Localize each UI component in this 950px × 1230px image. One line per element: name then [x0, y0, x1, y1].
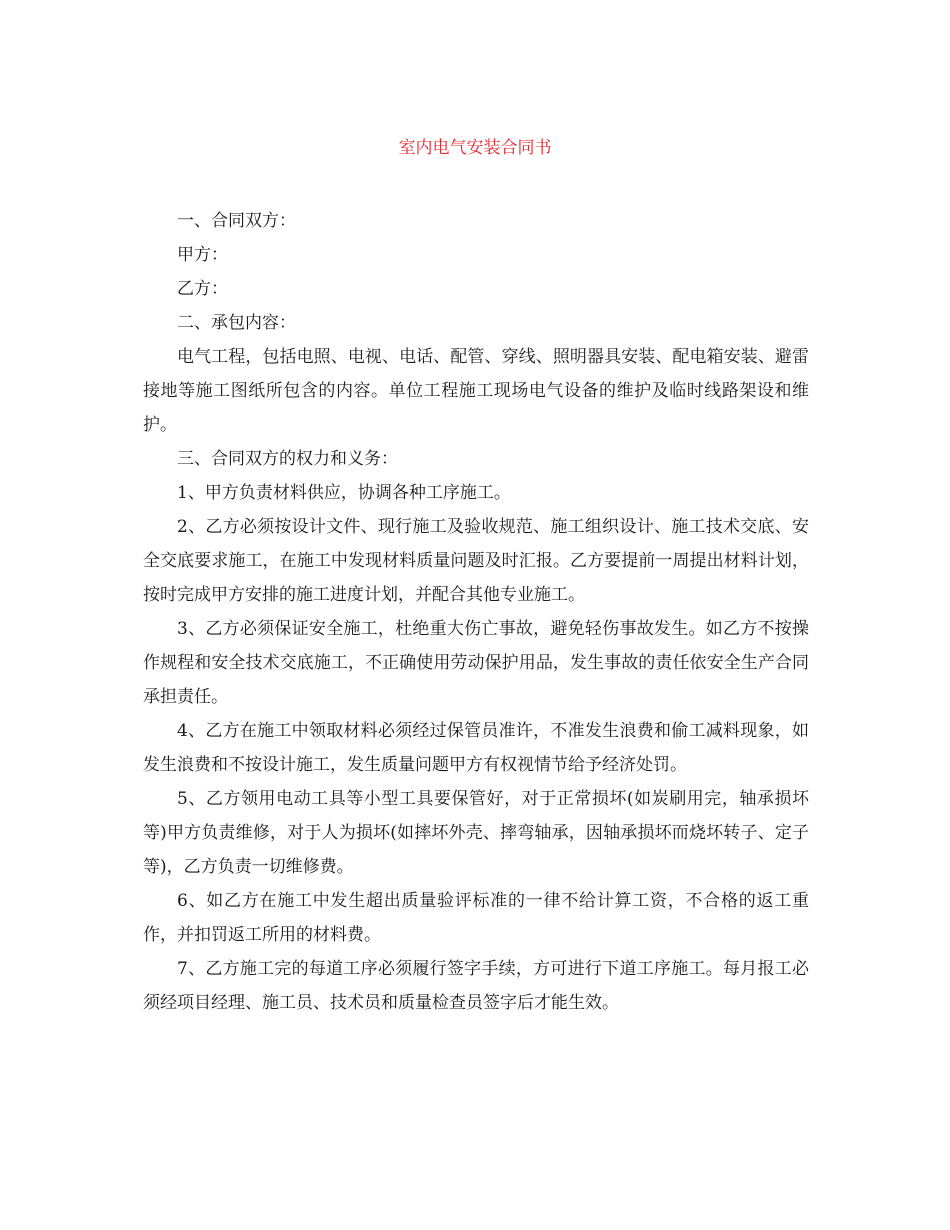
document-title: 室内电气安装合同书: [398, 138, 552, 158]
clause-2: 2、乙方必须按设计文件、现行施工及验收规范、施工组织设计、施工技术交底、安全交底要求施工，在施工中发现材料质量问题及时汇报。乙方要提前一周提出材料计划，按时完成甲方安排的施工进度计划，并配合其他专业施工。: [143, 517, 809, 605]
party-b-line: 乙方：: [177, 279, 228, 299]
clause-5: 5、乙方领用电动工具等小型工具要保管好，对于正常损坏(如炭刷用完，轴承损坏等)甲方负责维修，对于人为损坏(如摔坏外壳、摔弯轴承，因轴承损坏而烧坏转子、定子等)，乙方负责一切维修费。: [143, 789, 809, 877]
clause-1: 1、甲方负责材料供应，协调各种工序施工。: [177, 483, 511, 503]
clause-6: 6、如乙方在施工中发生超出质量验评标准的一律不给计算工资，不合格的返工重作，并扣罚返工所用的材料费。: [143, 891, 809, 945]
clause-4: 4、乙方在施工中领取材料必须经过保管员准许，不准发生浪费和偷工减料现象，如发生浪费和不按设计施工，发生质量问题甲方有权视情节给予经济处罚。: [143, 721, 809, 775]
scope-paragraph: 电气工程，包括电照、电视、电话、配管、穿线、照明器具安装、配电箱安装、避雷接地等施工图纸所包含的内容。单位工程施工现场电气设备的维护及临时线路架设和维护。: [143, 347, 809, 435]
clause-7: 7、乙方施工完的每道工序必须履行签字手续，方可进行下道工序施工。每月报工必须经项目经理、施工员、技术员和质量检查员签字后才能生效。: [143, 959, 809, 1013]
clause-3: 3、乙方必须保证安全施工，杜绝重大伤亡事故，避免轻伤事故发生。如乙方不按操作规程和安全技术交底施工，不正确使用劳动保护用品，发生事故的责任依安全生产合同承担责任。: [143, 619, 809, 707]
section-heading-rights: 三、合同双方的权力和义务：: [177, 449, 398, 469]
section-heading-scope: 二、承包内容：: [177, 313, 296, 333]
document-body: [143, 204, 809, 1020]
party-a-line: 甲方：: [177, 245, 228, 265]
section-heading-parties: 一、合同双方：: [177, 211, 296, 231]
